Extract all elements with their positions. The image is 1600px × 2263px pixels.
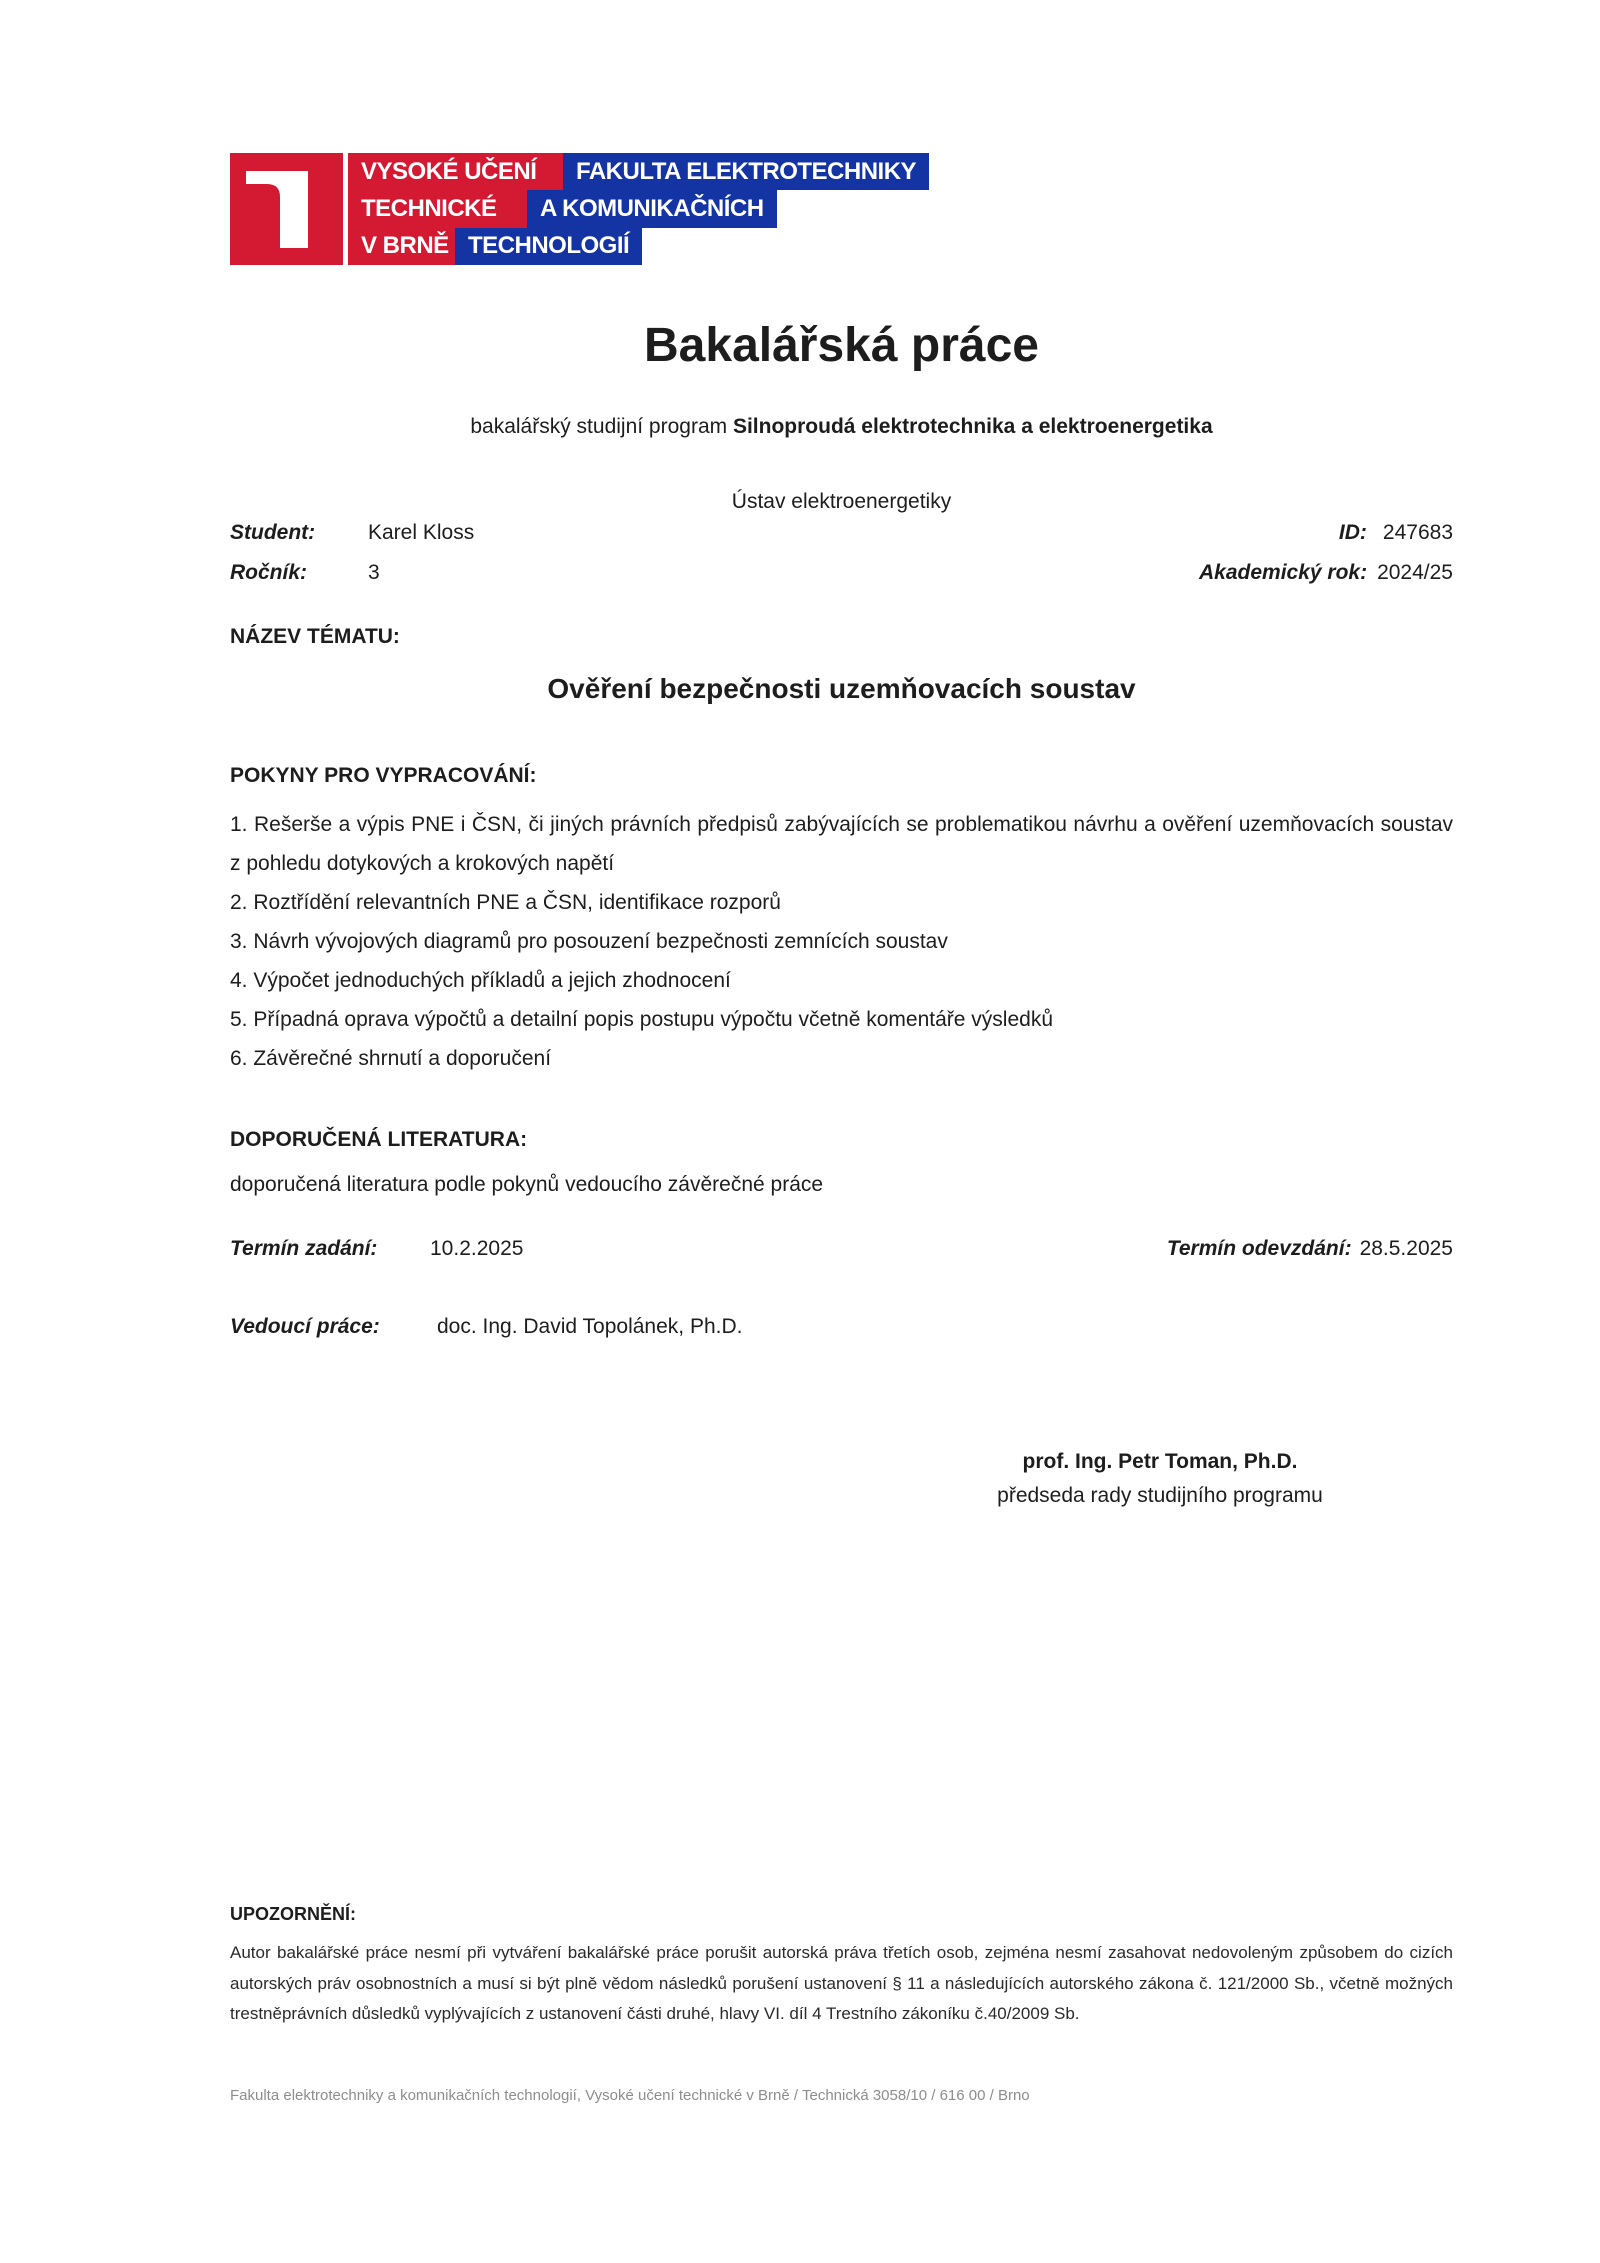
logo-row-2 [348,190,929,227]
literature-text: doporučená literatura podle pokynů vedoucího závěrečné práce [230,1173,824,1196]
submit-date-group [1167,1236,1453,1262]
supervisor-label: Vedoucí práce: [230,1315,380,1338]
id-value: 247683 [1382,521,1453,544]
instruction-item: 2. Roztřídění relevantních PNE a ČSN, identifikace rozporů [230,891,781,914]
id-group [1339,520,1453,546]
instructions-list [230,805,1453,1078]
instruction-item: 5. Případná oprava výpočtů a detailní popis postupu výpočtu včetně komentáře výsledků [230,1008,1053,1031]
logo-faculty-line-3: TECHNOLOGIÍ [455,228,642,265]
study-program-name: Silnoproudá elektrotechnika a elektroenergetika [732,415,1213,438]
instructions-heading: POKYNY PRO VYPRACOVÁNÍ: [230,764,537,787]
signature-role: předseda rady studijního programu [997,1484,1323,1507]
rocnik-value: 3 [368,561,380,584]
notice-heading: UPOZORNĚNÍ: [230,1904,356,1924]
university-logo [230,153,929,265]
rocnik-label: Ročník: [230,561,308,584]
assign-date-label: Termín zadání: [230,1237,378,1260]
instruction-item: 3. Návrh vývojových diagramů pro posouzení bezpečnosti zemnících soustav [230,930,948,953]
notice-text: Autor bakalářské práce nesmí při vytváření bakalářské práce porušit autorská práva třetích osob, zejména nesmí zasahovat nedovoleným způsobem do cizích autorských práv osobnostních a musí si být plně vědom následků porušení ustanovení § 11 a následujících autorského zákona č. 121/2000 Sb., včetně možných trestněprávních důsledků vyplývajících z ustanovení části druhé, hlavy VI. díl 4 Trestního zákoníku č.40/2009 Sb. [230,1943,1453,2023]
study-program-line [230,414,1453,440]
academic-year-group [1199,560,1453,586]
id-label: ID: [1338,521,1367,544]
submit-date-label: Termín odevzdání: [1166,1237,1352,1260]
year-row [230,560,1453,586]
logo-university-line-1: VYSOKÉ UČENÍ [348,153,563,190]
academic-year-label: Akademický rok: [1198,561,1368,584]
vut-t-logo-icon [230,153,343,265]
supervisor-row [230,1314,1453,1340]
logo-text-rows [348,153,929,265]
assign-date-value: 10.2.2025 [430,1237,524,1260]
logo-university-line-2: TECHNICKÉ [348,190,527,227]
logo-faculty-line-1: FAKULTA ELEKTROTECHNIKY [563,153,929,190]
logo-faculty-line-2: A KOMUNIKAČNÍCH [527,190,777,227]
submit-date-value: 28.5.2025 [1359,1237,1453,1260]
logo-row-1 [348,153,929,190]
supervisor-value: doc. Ing. David Topolánek, Ph.D. [437,1315,743,1338]
student-row [230,520,1453,546]
instruction-item: 4. Výpočet jednoduchých příkladů a jejich zhodnocení [230,969,731,992]
student-label: Student: [230,521,316,544]
topic-title: Ověření bezpečnosti uzemňovacích soustav [547,673,1136,704]
academic-year-value: 2024/25 [1377,561,1453,584]
topic-heading: NÁZEV TÉMATU: [230,625,400,648]
document-title: Bakalářská práce [644,319,1039,372]
page-footer: Fakulta elektrotechniky a komunikačních technologií, Vysoké učení technické v Brně / Technická 3058/10 / 616 00 / Brno [230,2087,1030,2104]
logo-university-line-3: V BRNĚ [348,228,455,265]
instruction-item: 6. Závěrečné shrnutí a doporučení [230,1047,552,1070]
signature-name: prof. Ing. Petr Toman, Ph.D. [1022,1450,1298,1473]
student-value: Karel Kloss [368,521,475,544]
signature-block [860,1447,1460,1514]
literature-heading: DOPORUČENÁ LITERATURA: [230,1128,528,1151]
instruction-item: 1. Rešerše a výpis PNE i ČSN, či jiných právních předpisů zabývajících se problematikou návrhu a ověření uzemňovacích soustav z pohledu dotykových a krokových napětí [230,813,1453,875]
department-name: Ústav elektroenergetiky [731,490,952,513]
logo-row-3 [348,228,929,265]
study-program-prefix: bakalářský studijní program [470,415,733,438]
dates-row [230,1236,1453,1262]
